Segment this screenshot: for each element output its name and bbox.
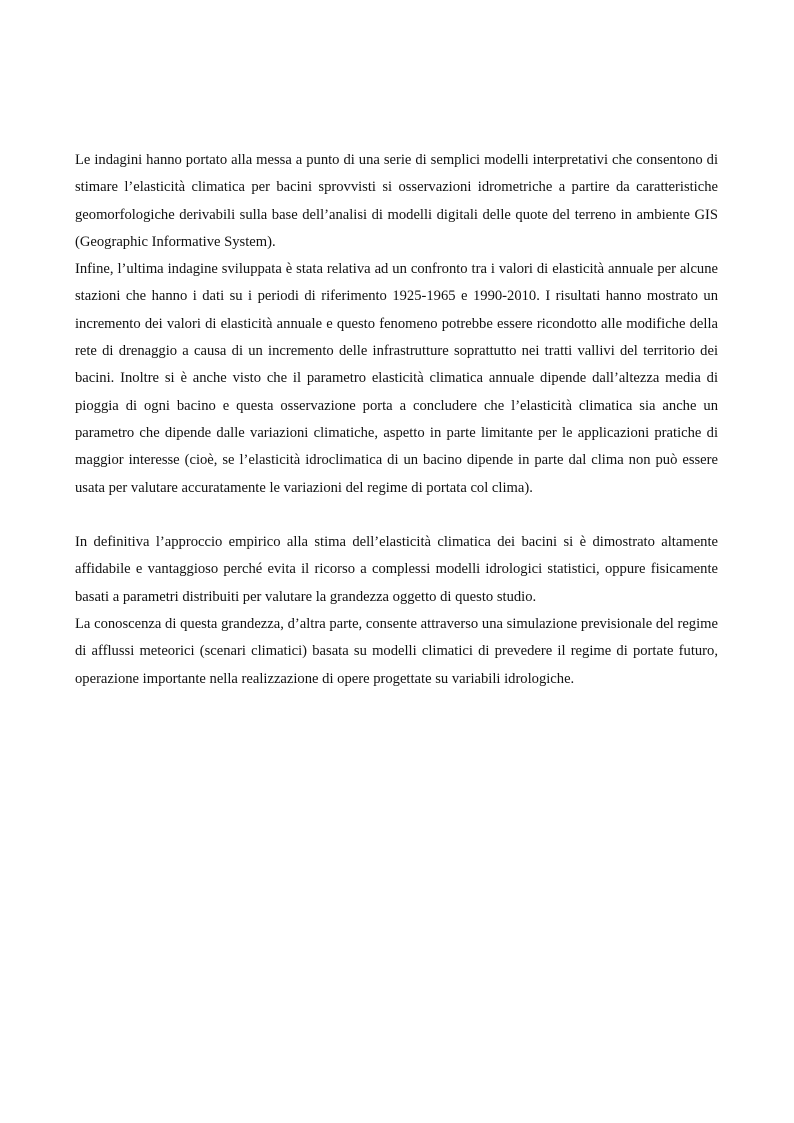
paragraph-gis-models: Le indagini hanno portato alla messa a punto di una serie di semplici modelli interpretativi che consentono di stimare l’elasticità climatica per bacini sprovvisti si osservazioni idrometriche a partire da caratteristiche geomorfologiche derivabili sulla base dell’analisi di modelli digitali delle quote del terreno in ambiente GIS (Geographic Informative System).: [75, 152, 718, 250]
paragraph-elasticity-comparison: Infine, l’ultima indagine sviluppata è stata relativa ad un confronto tra i valori di elasticità annuale per alcune stazioni che hanno i dati su i periodi di riferimento 1925-1965 e 1990-2010. I risultati hanno mostrato un incremento dei valori di elasticità annuale e questo fenomeno potrebbe essere ricondotto alle modifiche della rete di drenaggio a causa di un incremento delle infrastrutture soprattutto nei tratti vallivi del territorio dei bacini. Inoltre si è anche visto che il parametro elasticità climatica annuale dipende dall’altezza media di pioggia di ogni bacino e questa osservazione porta a concludere che l’elasticità climatica sia anche un parametro che dipende dalle variazioni climatiche, aspetto in parte limitante per le applicazioni pratiche di maggior interesse (cioè, se l’elasticità idroclimatica di un bacino dipende in parte dal clima non può essere usata per valutare accuratamente le variazioni del regime di portata col clima).: [75, 261, 718, 496]
document-page: [75, 147, 718, 693]
paragraph-empirical-approach: In definitiva l’approccio empirico alla stima dell’elasticità climatica dei bacini si è dimostrato altamente affidabile e vantaggioso perché evita il ricorso a complessi modelli idrologici statistici, oppure fisicamente basati a parametri distribuiti per valutare la grandezza oggetto di questo studio.: [75, 534, 718, 605]
paragraph-forecast-simulation: La conoscenza di questa grandezza, d’altra parte, consente attraverso una simulazione previsionale del regime di afflussi meteorici (scenari climatici) basata su modelli climatici di prevedere il regime di portate futuro, operazione importante nella realizzazione di opere progettate su variabili idrologiche.: [75, 616, 718, 687]
paragraph-spacer: [75, 502, 718, 529]
